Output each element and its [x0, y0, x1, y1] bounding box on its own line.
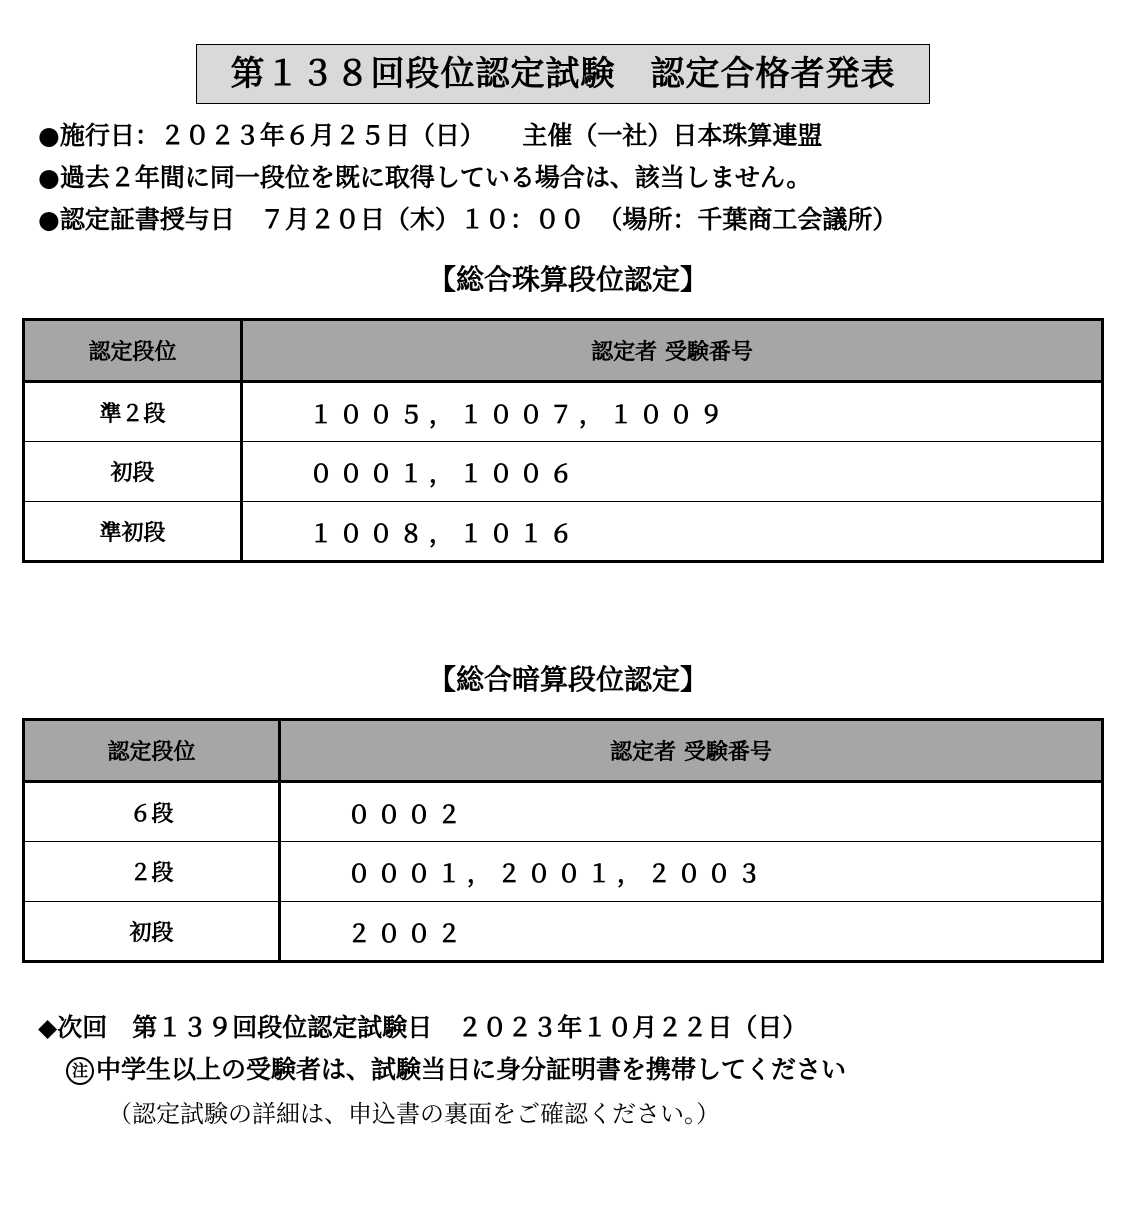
rank-cell: ６段: [24, 782, 280, 842]
rank-cell: 準２段: [24, 382, 242, 442]
title-box: [196, 44, 930, 104]
table-row: [24, 902, 1103, 962]
col-header-rank: 認定段位: [24, 320, 242, 382]
id-note: [66, 1054, 846, 1086]
rank-cell: 準初段: [24, 502, 242, 562]
table-row: [24, 442, 1103, 502]
note-mark-icon: 注: [66, 1057, 94, 1085]
numbers-cell: １００５，１００７，１００９: [242, 382, 1103, 442]
rank-cell: 初段: [24, 902, 280, 962]
mental-results-table: [22, 718, 1104, 963]
section-title-abacus: 【総合珠算段位認定】: [427, 263, 708, 296]
table-row: [24, 382, 1103, 442]
col-header-numbers: 認定者 受験番号: [242, 320, 1103, 382]
numbers-cell: ０００１，２００１，２００３: [280, 842, 1103, 902]
rank-cell: 初段: [24, 442, 242, 502]
table-row: [24, 782, 1103, 842]
table-row: [24, 842, 1103, 902]
page-title: 第１３８回段位認定試験 認定合格者発表: [196, 44, 930, 104]
abacus-results-table: [22, 318, 1104, 563]
col-header-numbers: 認定者 受験番号: [280, 720, 1103, 782]
numbers-cell: ０００２: [280, 782, 1103, 842]
section-title-mental: 【総合暗算段位認定】: [427, 663, 708, 696]
col-header-rank: 認定段位: [24, 720, 280, 782]
next-exam-date: ◆次回 第１３９回段位認定試験日 ２０２３年１０月２２日（日）: [38, 1013, 808, 1042]
numbers-cell: １００８，１０１６: [242, 502, 1103, 562]
info-note-duplicate: ●過去２年間に同一段位を既に取得している場合は、該当しません。: [38, 163, 812, 192]
table-header-row: [24, 320, 1103, 382]
numbers-cell: ２００２: [280, 902, 1103, 962]
id-note-text: 中学生以上の受験者は、試験当日に身分証明書を携帯してください: [96, 1055, 847, 1084]
table-row: [24, 502, 1103, 562]
rank-cell: ２段: [24, 842, 280, 902]
info-certificate-date: ●認定証書授与日 ７月２０日（木）１０：００ （場所：千葉商工会議所）: [38, 205, 898, 234]
numbers-cell: ０００１，１００６: [242, 442, 1103, 502]
table-header-row: [24, 720, 1103, 782]
detail-note: （認定試験の詳細は、申込書の裏面をご確認ください。）: [108, 1100, 720, 1128]
info-exam-date: ●施行日：２０２３年６月２５日（日） 主催（一社）日本珠算連盟: [38, 121, 823, 150]
